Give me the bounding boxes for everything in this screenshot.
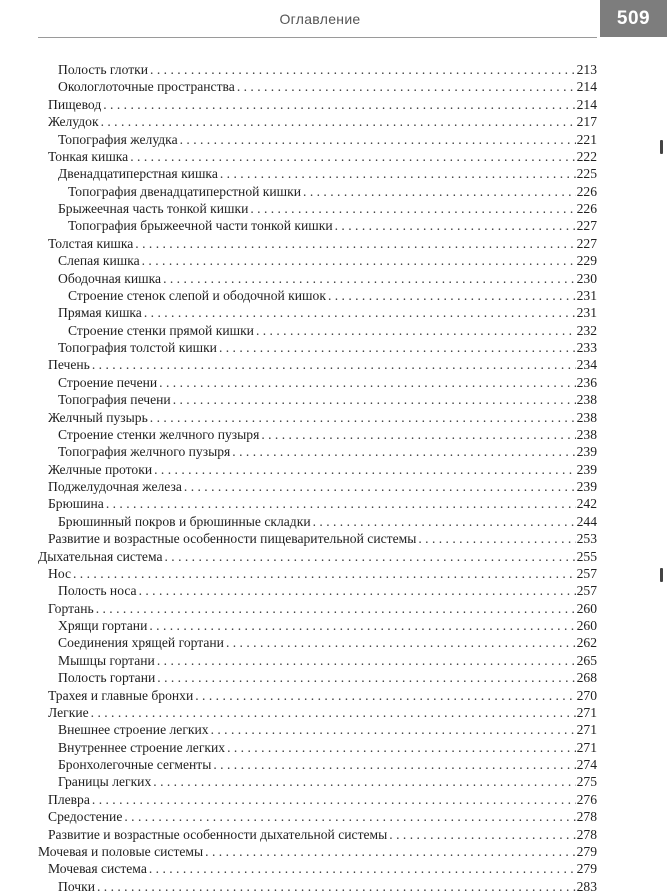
toc-entry-title: Желудок: [48, 114, 99, 130]
toc-entry: [0, 409, 667, 426]
dot-leader: [256, 322, 597, 339]
dot-leader: [157, 652, 597, 669]
dot-leader: [91, 704, 597, 721]
dot-leader: [205, 843, 597, 860]
dot-leader: [154, 461, 597, 478]
toc-entry: [0, 617, 667, 634]
toc-entry-page: 257: [576, 583, 597, 599]
toc-entry-title: Строение печени: [58, 374, 158, 390]
page-number-badge: 509: [600, 0, 667, 37]
toc-entry: [0, 791, 667, 808]
toc-entry-page: 225: [576, 166, 597, 182]
toc-entry-title: Полость глотки: [58, 62, 149, 77]
dot-leader: [232, 443, 597, 460]
toc-entry-title: Развитие и возрастные особенности дыхательной системы: [48, 826, 388, 842]
toc-entry-page: 265: [576, 652, 597, 668]
dot-leader: [418, 530, 597, 547]
toc-entry: [0, 356, 667, 373]
toc-entry: [0, 322, 667, 339]
toc-entry-page: 244: [576, 513, 597, 529]
toc-entry-title: Топография печени: [58, 392, 171, 408]
toc-entry: [0, 843, 667, 860]
toc-entry-title: Хрящи гортани: [58, 618, 148, 633]
toc-entry-title: Печень: [48, 357, 90, 373]
toc-entry: [0, 426, 667, 443]
toc-entry: [0, 600, 667, 617]
toc-entry-title: Развитие и возрастные особенности пищеварительной системы: [48, 531, 417, 547]
toc-entry-title: Строение стенки прямой кишки: [68, 322, 254, 338]
toc-entry-title: Топография желудка: [58, 131, 178, 147]
toc-entry-title: Дыхательная система: [38, 548, 163, 564]
toc-entry: [0, 270, 667, 287]
toc-entry-page: 276: [576, 791, 597, 807]
toc-entry: [0, 565, 667, 582]
dot-leader: [150, 61, 597, 78]
toc-entry-title: Слепая кишка: [58, 253, 140, 269]
dot-leader: [213, 756, 597, 773]
scan-edge-mark: [660, 140, 663, 154]
toc-entry-title: Двенадцатиперстная кишка: [58, 166, 218, 182]
toc-entry: [0, 860, 667, 877]
toc-entry-page: 221: [576, 131, 597, 147]
table-of-contents: [0, 61, 667, 895]
dot-leader: [124, 808, 597, 825]
toc-entry-page: 229: [576, 253, 597, 269]
header-rule: [38, 37, 597, 38]
toc-entry-page: 233: [576, 340, 597, 355]
toc-entry-page: 255: [576, 548, 597, 564]
toc-entry: [0, 548, 667, 565]
toc-entry-title: Строение стенок слепой и ободочной кишок: [68, 287, 326, 303]
toc-entry: [0, 478, 667, 495]
toc-entry-page: 274: [576, 757, 597, 772]
toc-entry-title: Мышцы гортани: [58, 652, 155, 668]
toc-entry-title: Топография брыжеечной части тонкой кишки: [68, 218, 333, 234]
dot-leader: [135, 235, 597, 252]
dot-leader: [227, 739, 597, 756]
toc-entry-page: 279: [576, 843, 597, 859]
dot-leader: [130, 148, 597, 165]
toc-entry-page: 236: [576, 374, 597, 390]
toc-entry-title: Брюшинный покров и брюшинные складки: [58, 513, 311, 529]
toc-entry: [0, 131, 667, 148]
dot-leader: [328, 287, 597, 304]
toc-entry-title: Почки: [58, 878, 95, 894]
dot-leader: [220, 165, 597, 182]
toc-entry-title: Строение стенки желчного пузыря: [58, 426, 260, 442]
toc-entry-title: Полость носа: [58, 583, 137, 599]
toc-entry: [0, 78, 667, 95]
toc-entry-title: Соединения хрящей гортани: [58, 635, 224, 651]
toc-entry: [0, 878, 667, 895]
toc-entry-page: 279: [576, 861, 597, 877]
toc-entry-title: Границы легких: [58, 774, 152, 790]
dot-leader: [92, 791, 597, 808]
toc-entry: [0, 113, 667, 130]
toc-entry-title: Пищевод: [48, 96, 102, 112]
dot-leader: [237, 78, 597, 95]
toc-entry: [0, 530, 667, 547]
dot-leader: [219, 339, 597, 356]
dot-leader: [149, 860, 597, 877]
toc-entry-title: Прямая кишка: [58, 305, 142, 321]
toc-entry: [0, 739, 667, 756]
dot-leader: [144, 304, 597, 321]
toc-entry: [0, 287, 667, 304]
toc-entry: [0, 96, 667, 113]
running-title: Оглавление: [279, 11, 361, 27]
toc-entry-page: 257: [576, 565, 597, 581]
toc-entry: [0, 687, 667, 704]
toc-entry-page: 239: [576, 479, 597, 494]
dot-leader: [303, 183, 597, 200]
toc-entry: [0, 200, 667, 217]
toc-entry-title: Желчные протоки: [48, 461, 153, 477]
toc-entry-page: 260: [576, 600, 597, 616]
toc-entry-page: 222: [576, 148, 597, 164]
dot-leader: [180, 131, 597, 148]
toc-entry: [0, 339, 667, 356]
toc-entry-page: 270: [576, 687, 597, 703]
toc-entry: [0, 652, 667, 669]
toc-entry-title: Желчный пузырь: [48, 409, 148, 425]
toc-entry: [0, 704, 667, 721]
dot-leader: [159, 374, 597, 391]
toc-entry-page: 230: [576, 270, 597, 286]
dot-leader: [103, 96, 597, 113]
toc-entry-title: Нос: [48, 565, 71, 581]
toc-entry-title: Топография толстой кишки: [58, 340, 217, 355]
toc-entry: [0, 826, 667, 843]
toc-entry-page: 214: [576, 96, 597, 112]
toc-entry-title: Тонкая кишка: [48, 148, 129, 164]
dot-leader: [92, 356, 597, 373]
toc-entry: [0, 217, 667, 234]
toc-entry-title: Мочевая и половые системы: [38, 843, 204, 859]
toc-entry-page: 217: [576, 114, 597, 130]
toc-entry-title: Топография желчного пузыря: [58, 444, 231, 460]
toc-entry-title: Окологлоточные пространства: [58, 79, 235, 95]
dot-leader: [96, 600, 597, 617]
toc-entry: [0, 391, 667, 408]
toc-entry-page: 271: [576, 704, 597, 720]
toc-entry-page: 271: [576, 722, 597, 738]
toc-entry: [0, 148, 667, 165]
dot-leader: [226, 634, 597, 651]
toc-entry: [0, 304, 667, 321]
toc-entry: [0, 61, 667, 78]
dot-leader: [261, 426, 597, 443]
toc-entry: [0, 235, 667, 252]
scan-edge-mark: [660, 568, 663, 582]
dot-leader: [184, 478, 597, 495]
toc-entry-title: Внешнее строение легких: [58, 722, 209, 738]
toc-entry-page: 242: [576, 496, 597, 512]
toc-entry: [0, 461, 667, 478]
dot-leader: [139, 582, 597, 599]
toc-entry-page: 213: [576, 62, 597, 77]
toc-entry-title: Полость гортани: [58, 670, 156, 686]
toc-entry-page: 232: [576, 322, 597, 338]
toc-entry: [0, 756, 667, 773]
toc-entry: [0, 183, 667, 200]
dot-leader: [163, 270, 597, 287]
toc-entry-page: 239: [576, 461, 597, 477]
toc-entry: [0, 443, 667, 460]
toc-entry-page: 226: [576, 201, 597, 216]
dot-leader: [173, 391, 597, 408]
toc-entry-title: Легкие: [48, 704, 89, 720]
toc-entry-page: 231: [576, 305, 597, 321]
dot-leader: [157, 669, 597, 686]
toc-entry-page: 238: [576, 426, 597, 442]
toc-entry-page: 231: [576, 287, 597, 303]
toc-entry-page: 271: [576, 739, 597, 755]
toc-entry-page: 268: [576, 670, 597, 686]
toc-entry-title: Трахея и главные бронхи: [48, 687, 194, 703]
toc-entry: [0, 374, 667, 391]
dot-leader: [97, 878, 597, 895]
dot-leader: [150, 409, 597, 426]
toc-entry-title: Ободочная кишка: [58, 270, 162, 286]
toc-entry: [0, 513, 667, 530]
toc-entry-page: 226: [576, 183, 597, 199]
toc-entry: [0, 773, 667, 790]
toc-entry-title: Средостение: [48, 809, 123, 825]
toc-entry-title: Топография двенадцатиперстной кишки: [68, 183, 302, 199]
toc-entry-title: Бронхолегочные сегменты: [58, 757, 212, 772]
toc-entry-page: 214: [576, 79, 597, 95]
toc-entry: [0, 495, 667, 512]
toc-entry-page: 278: [576, 826, 597, 842]
toc-entry-page: 227: [576, 235, 597, 251]
toc-entry-title: Мочевая система: [48, 861, 147, 877]
toc-entry-page: 239: [576, 444, 597, 460]
dot-leader: [106, 495, 597, 512]
toc-entry: [0, 669, 667, 686]
toc-entry-page: 234: [576, 357, 597, 373]
toc-entry-page: 283: [576, 878, 597, 894]
toc-entry: [0, 582, 667, 599]
toc-entry: [0, 808, 667, 825]
toc-entry-page: 238: [576, 409, 597, 425]
dot-leader: [149, 617, 597, 634]
toc-entry-page: 278: [576, 809, 597, 825]
toc-entry: [0, 252, 667, 269]
toc-entry-page: 262: [576, 635, 597, 651]
toc-entry-title: Брюшина: [48, 496, 104, 512]
toc-entry-page: 275: [576, 774, 597, 790]
dot-leader: [250, 200, 597, 217]
page-header: [0, 0, 667, 40]
dot-leader: [142, 252, 597, 269]
dot-leader: [389, 826, 597, 843]
toc-entry-page: 238: [576, 392, 597, 408]
toc-entry-page: 260: [576, 618, 597, 633]
toc-entry-page: 227: [576, 218, 597, 234]
dot-leader: [195, 687, 597, 704]
toc-entry-title: Толстая кишка: [48, 235, 134, 251]
dot-leader: [211, 721, 597, 738]
dot-leader: [153, 773, 597, 790]
dot-leader: [73, 565, 597, 582]
toc-entry-title: Внутреннее строение легких: [58, 739, 226, 755]
dot-leader: [313, 513, 597, 530]
dot-leader: [101, 113, 597, 130]
toc-entry-title: Гортань: [48, 600, 94, 616]
toc-entry-title: Брыжеечная часть тонкой кишки: [58, 201, 249, 216]
toc-entry-title: Плевра: [48, 791, 90, 807]
toc-entry-title: Поджелудочная железа: [48, 479, 182, 494]
toc-entry: [0, 634, 667, 651]
toc-entry-page: 253: [576, 531, 597, 547]
dot-leader: [335, 217, 597, 234]
toc-entry: [0, 721, 667, 738]
toc-entry: [0, 165, 667, 182]
dot-leader: [164, 548, 597, 565]
